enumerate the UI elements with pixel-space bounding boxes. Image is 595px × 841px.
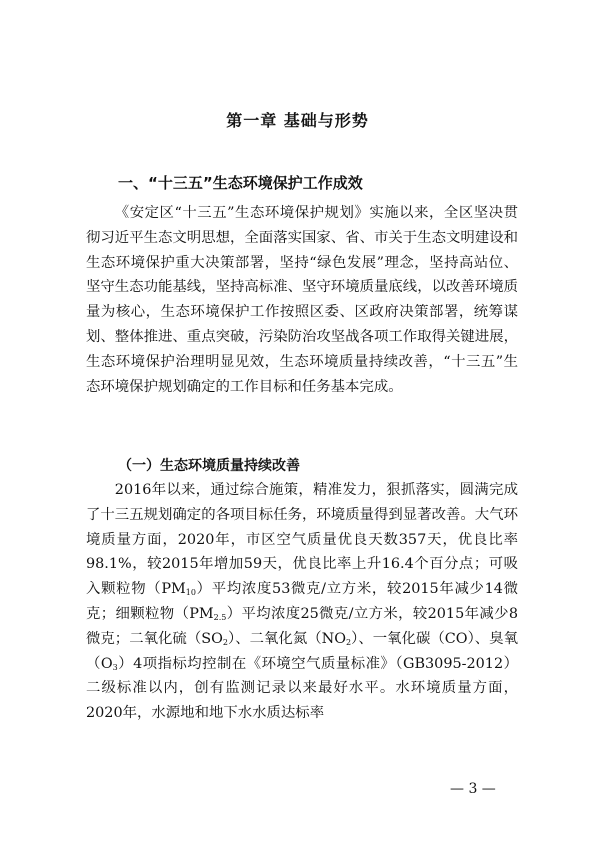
paragraph-text: ）平均浓度53微克/立方米，较2015年减少14微克；细颗粒物（PM xyxy=(86,581,518,622)
paragraph-text: ）、一氧化碳（CO）、臭氧（O xyxy=(86,630,518,672)
subscript: 2.5 xyxy=(213,612,227,622)
subsection-heading: （一）生态环境质量持续改善 xyxy=(118,458,300,474)
chapter-title: 第一章 基础与形势 xyxy=(226,111,369,130)
paragraph-text: ）平均浓度25微克/立方米，较2015年减少8微克；二氧化硫（SO xyxy=(86,605,518,647)
paragraph-text: ）4项指标均控制在《环境空气质量标准》（GB3095-2012）二级标准以内，创有监测记录以来最好水平。水环境质量方面，2020年，水源地和地下水水质达标率 xyxy=(86,655,518,722)
subscript: 3 xyxy=(112,662,118,672)
subscript: 2 xyxy=(346,637,352,647)
body-paragraph: 《安定区“十三五”生态环境保护规划》实施以来，全区坚决贯彻习近平生态文明思想，全面落实国家、省、市关于生态文明建设和生态环境保护重大决策部署，坚持“绿色发展”理念，坚持高站位、坚守生态功能基线，坚持高标准、坚守环境质量底线，以改善环境质量为核心，生态环境保护工作按照区委、区政府决策部署，统筹谋划、整体推进、重点突破，污染防治攻坚战各项工作取得关键进展，生态环境保护治理明显见效，生态环境质量持续改善，“十三五”生态环境保护规划确定的工作目标和任务基本完成。 xyxy=(86,205,518,395)
body-paragraph xyxy=(86,478,518,726)
page-number: — 3 — xyxy=(450,781,496,797)
subscript: 2 xyxy=(222,637,228,647)
section-heading: 一、“十三五”生态环境保护工作成效 xyxy=(118,174,363,192)
paragraph-text: ）、二氧化氮（NO xyxy=(227,630,347,647)
subscript: 10 xyxy=(185,588,196,598)
paragraph-text: 2016年以来，通过综合施策，精准发力，狠抓落实，圆满完成了十三五规划确定的各项目标任务，环境质量得到显著改善。大气环境质量方面，2020年，市区空气质量优良天数357天，优良比率98.1%，较2015年增加59天，优良比率上升16.4个百分点；可吸入颗粒物（PM xyxy=(86,482,518,598)
